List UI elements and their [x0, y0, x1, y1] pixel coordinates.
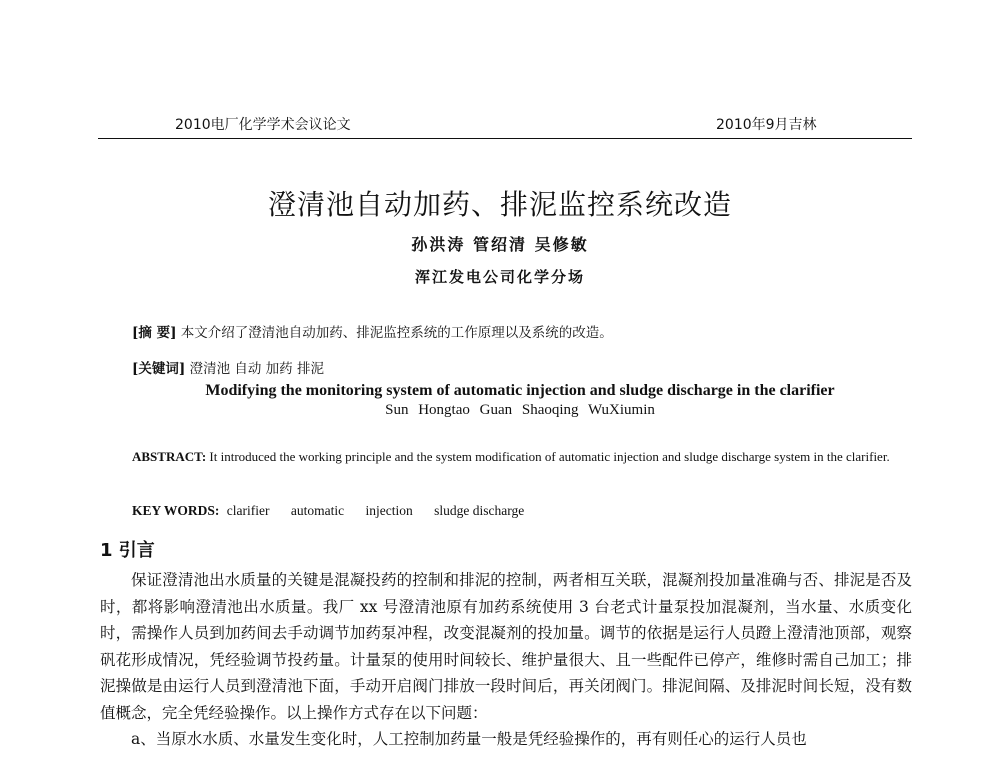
authors-cn: 孙洪涛 管绍清 吴修敏: [411, 235, 589, 254]
section-body: [100, 567, 912, 753]
body-paragraph: 保证澄清池出水质量的关键是混凝投药的控制和排泥的控制，两者相互关联，混凝剂投加量准确与否、排泥是否及时，都将影响澄清池出水质量。我厂 xx 号澄清池原有加药系统使用 3 台老式计量泵投加混凝剂，当水量、水质变化时，需操作人员到加药间去手动调节加药泵冲程，改变混凝剂的投加量。调节的依据是运行人员蹬上澄清池顶部，观察矾花形成情况，凭经验调节投药量。计量泵的使用时间较长、维护量很大、且一些配件已停产，维修时需自己加工；排泥操做是由运行人员到澄清池下面，手动开启阀门排放一段时间后，再关闭阀门。排泥间隔、及排泥时间长短，没有数值概念，完全凭经验操作。以上操作方式存在以下问题：: [100, 571, 912, 722]
keywords-cn-label: [关键词]: [132, 361, 186, 377]
abstract-en-label: ABSTRACT:: [132, 449, 207, 464]
keywords-cn-text: 澄清池 自动 加药 排泥: [189, 361, 324, 377]
keywords-en-label: KEY WORDS:: [132, 503, 220, 518]
affiliation-cn: 浑江发电公司化学分场: [414, 268, 585, 286]
abstract-cn-label: [摘 要]: [132, 325, 177, 341]
authors-en: Sun Hongtao Guan Shaoqing WuXiumin: [385, 402, 655, 418]
keyword-en-item: injection: [365, 503, 413, 518]
abstract-cn: [132, 321, 613, 341]
abstract-en-text: It introduced the working principle and the system modification of automatic injection and sludge discharge system in the clarifier.: [209, 449, 890, 464]
abstract-en: [98, 448, 908, 465]
abstract-cn-text: 本文介绍了澄清池自动加药、排泥监控系统的工作原理以及系统的改造。: [180, 325, 613, 341]
keyword-en-item: automatic: [290, 503, 345, 518]
section-heading: 1 引言: [100, 540, 155, 561]
keyword-en-item: clarifier: [226, 503, 270, 518]
keywords-cn: [132, 357, 324, 377]
header-divider: [98, 138, 912, 139]
body-paragraph: a、当原水水质、水量发生变化时，人工控制加药量一般是凭经验操作的，再有则任心的运行人员也: [131, 730, 807, 748]
keywords-en: [132, 503, 524, 519]
paper-title-en: Modifying the monitoring system of automatic injection and sludge discharge in the clarifier: [205, 382, 835, 399]
keyword-en-item: sludge discharge: [434, 503, 525, 518]
paper-title: 澄清池自动加药、排泥监控系统改造: [267, 188, 732, 221]
running-header-right: 2010年9月吉林: [716, 117, 817, 133]
running-header-left: 2010电厂化学学术会议论文: [175, 117, 351, 133]
